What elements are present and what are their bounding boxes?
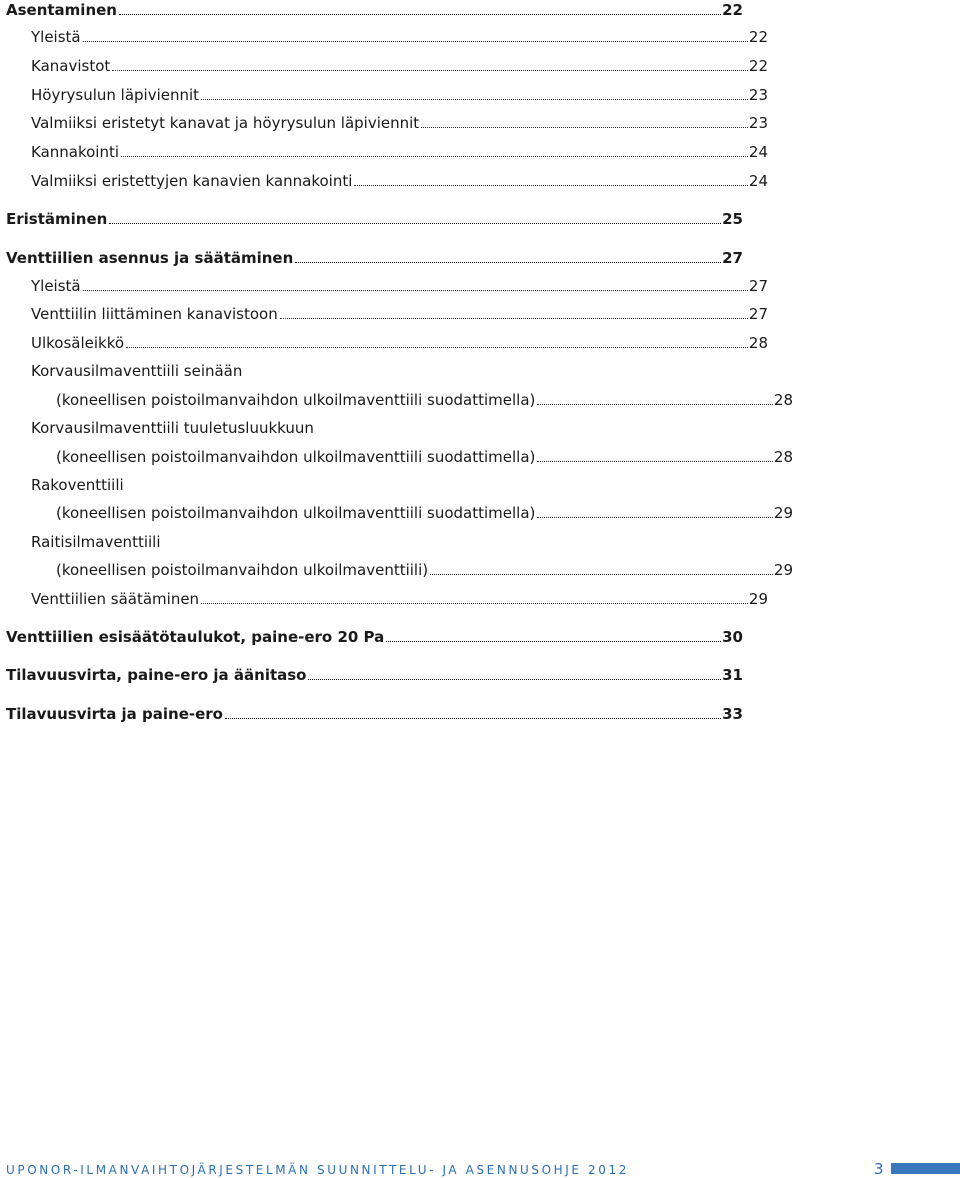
dot-leader (83, 290, 748, 291)
toc-entry[interactable] (0, 529, 768, 551)
toc-entry-title: (koneellisen poistoilmanvaihdon ulkoilmaventtiili suodattimella) (56, 391, 536, 409)
toc-entry-page: 23 (748, 114, 768, 132)
footer-accent-bar (891, 1163, 960, 1174)
toc-entry[interactable] (0, 662, 743, 684)
dot-leader (537, 461, 773, 462)
toc-entry-title: Yleistä (31, 277, 81, 295)
dot-leader (537, 404, 773, 405)
toc-entry-title: Rakoventtiili (31, 476, 124, 494)
toc-entry[interactable] (0, 206, 743, 228)
toc-entry[interactable] (0, 139, 768, 161)
toc-entry[interactable] (0, 472, 768, 494)
toc-entry-page: 33 (722, 705, 743, 723)
dot-leader (537, 517, 773, 518)
toc-entry[interactable] (0, 444, 793, 466)
dot-leader (201, 603, 748, 604)
toc-entry[interactable] (0, 500, 793, 522)
toc-entry[interactable] (0, 82, 768, 104)
toc-entry-page: 30 (722, 628, 743, 646)
dot-leader (126, 347, 748, 348)
footer-title: UPONOR-ILMANVAIHTOJÄRJESTELMÄN SUUNNITTELU- JA ASENNUSOHJE 2012 (6, 1163, 629, 1177)
dot-leader (421, 127, 748, 128)
toc-entry-page: 22 (748, 57, 768, 75)
toc-entry-title: Korvausilmaventtiili tuuletusluukkuun (31, 419, 314, 437)
dot-leader (430, 574, 773, 575)
toc-entry-page: 22 (722, 1, 743, 19)
toc-entry[interactable] (0, 557, 793, 579)
toc-entry-page: 27 (722, 249, 743, 267)
toc-entry-title: Valmiiksi eristetyt kanavat ja höyrysulun läpiviennit (31, 114, 420, 132)
dot-leader (308, 679, 721, 680)
toc-entry[interactable] (0, 415, 768, 437)
toc-entry-page: 27 (748, 277, 768, 295)
toc-entry-page: 28 (748, 334, 768, 352)
toc-entry-page: 29 (748, 590, 768, 608)
toc-entry-title: Eristäminen (6, 210, 108, 228)
toc-entry-title: (koneellisen poistoilmanvaihdon ulkoilmaventtiili suodattimella) (56, 448, 536, 466)
dot-leader (280, 318, 748, 319)
toc-entry[interactable] (0, 24, 768, 46)
dot-leader (354, 185, 748, 186)
toc-entry-title: Kannakointi (31, 143, 120, 161)
toc-entry[interactable] (0, 245, 743, 267)
toc-entry-title: Höyrysulun läpiviennit (31, 86, 200, 104)
toc-entry-title: Asentaminen (6, 1, 117, 19)
toc-entry-title: Ulkosäleikkö (31, 334, 125, 352)
dot-leader (225, 718, 721, 719)
page-number: 3 (874, 1160, 884, 1178)
toc-entry[interactable] (0, 330, 768, 352)
dot-leader (112, 70, 748, 71)
toc-entry[interactable] (0, 387, 793, 409)
toc-entry-page: 24 (748, 172, 768, 190)
dot-leader (201, 99, 748, 100)
toc-entry[interactable] (0, 301, 768, 323)
toc-entry-title: Raitisilmaventtiili (31, 533, 161, 551)
toc-entry-page: 29 (773, 561, 793, 579)
toc-entry-page: 24 (748, 143, 768, 161)
toc-entry[interactable] (0, 273, 768, 295)
toc-entry-page: 28 (773, 391, 793, 409)
toc-entry-title: Kanavistot (31, 57, 111, 75)
toc-entry-title: Venttiilien esisäätötaulukot, paine-ero 20 Pa (6, 628, 385, 646)
toc-entry-title: Valmiiksi eristettyjen kanavien kannakointi (31, 172, 353, 190)
toc-entry[interactable] (0, 701, 743, 723)
toc-entry-title: (koneellisen poistoilmanvaihdon ulkoilmaventtiili) (56, 561, 429, 579)
dot-leader (109, 223, 721, 224)
dot-leader (121, 156, 748, 157)
toc-entry-page: 29 (773, 504, 793, 522)
toc-entry-page: 27 (748, 305, 768, 323)
dot-leader (119, 14, 721, 15)
toc-entry-page: 23 (748, 86, 768, 104)
dot-leader (295, 262, 721, 263)
toc-entry[interactable] (0, 0, 743, 19)
toc-entry-page: 31 (722, 666, 743, 684)
toc-entry-title: Tilavuusvirta, paine-ero ja äänitaso (6, 666, 307, 684)
toc-entry-title: Venttiilien säätäminen (31, 590, 200, 608)
toc-entry[interactable] (0, 358, 768, 380)
toc-entry-page: 25 (722, 210, 743, 228)
dot-leader (83, 41, 748, 42)
dot-leader (386, 641, 721, 642)
toc-entry[interactable] (0, 586, 768, 608)
toc-entry-title: (koneellisen poistoilmanvaihdon ulkoilmaventtiili suodattimella) (56, 504, 536, 522)
toc-entry[interactable] (0, 110, 768, 132)
toc-entry-page: 22 (748, 28, 768, 46)
toc-entry-title: Venttiilien asennus ja säätäminen (6, 249, 294, 267)
toc-entry-title: Yleistä (31, 28, 81, 46)
toc-entry-title: Tilavuusvirta ja paine-ero (6, 705, 223, 723)
toc-entry[interactable] (0, 168, 768, 190)
toc-entry[interactable] (0, 624, 743, 646)
toc-entry-page: 28 (773, 448, 793, 466)
toc-entry[interactable] (0, 53, 768, 75)
toc-entry-title: Venttiilin liittäminen kanavistoon (31, 305, 278, 323)
toc-entry-title: Korvausilmaventtiili seinään (31, 362, 243, 380)
